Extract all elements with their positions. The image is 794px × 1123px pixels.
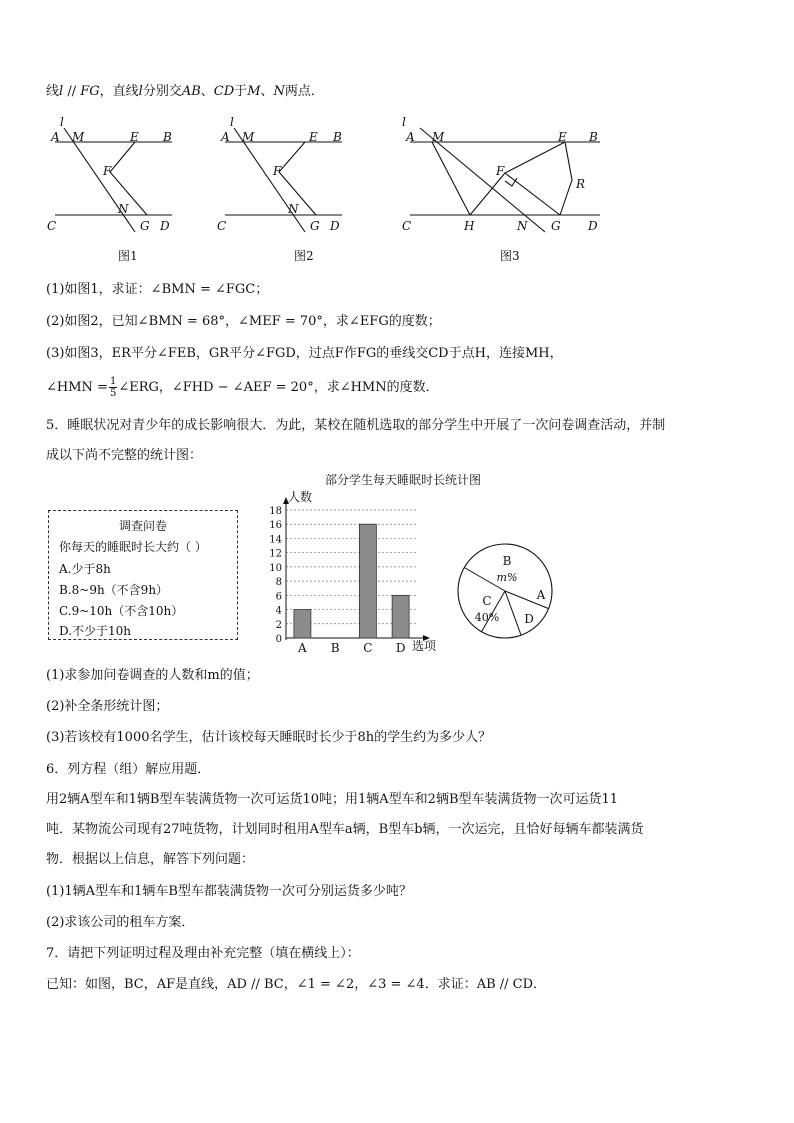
intro-text: M [247,84,261,99]
fig-label: M [432,130,445,144]
pie-slice-label: B [502,554,512,568]
y-tick-label: 12 [269,548,282,560]
intro-text: 于 [234,84,248,99]
y-tick-label: 4 [275,605,282,617]
fig-label: l [402,115,406,129]
questionnaire-option: D.不少于10h [59,624,132,638]
intro-text: // [63,84,81,99]
q6-body-1: 用2辆A型车和1辆B型车装满货物一次可运货10吨；用1辆A型车和2辆B型车装满货物一次可运货11 [46,792,619,807]
intro-text: 两点． [284,84,324,99]
pie-slice-label: A [536,588,546,602]
fig-label: F [103,164,112,178]
intro-text: 线 [46,84,60,99]
q5-part3: (3)若该校有1000名学生，估计该校每天睡眠时长少于8h的学生约为多少人？ [46,730,492,745]
x-tick-label: B [330,641,340,655]
fig-label: B [589,130,598,144]
fraction-num: 1 [109,376,117,387]
fig-label: N [118,202,129,216]
questionnaire-heading: 调查问卷 [119,519,168,533]
questionnaire-question: 你每天的睡眠时长大约（ ） [59,540,207,554]
geometry-figures [0,100,794,380]
q6-part1: (1)1辆A型车和1辆车B型车都装满货物一次可分别运货多少吨？ [46,884,412,899]
bar [294,610,311,638]
fig-label: C [217,219,227,233]
fig-label: E [309,130,318,144]
intro-text: AB [181,84,201,99]
bar-chart [262,468,482,658]
pie-chart [455,539,565,649]
intro-text: N [273,84,285,99]
q6-title: 6．列方程（组）解应用题． [46,762,211,777]
y-tick-label: 6 [275,591,282,603]
fig-label: N [517,219,528,233]
fig-label: F [273,164,282,178]
fraction-den: 5 [109,388,117,399]
fig-label: G [140,219,150,233]
fig-label: F [496,164,505,178]
intro-text: l [138,84,143,99]
q6-part2: (2)求该公司的租车方案． [46,915,195,930]
questionnaire-option: C.9~10h（不含10h） [59,604,184,618]
fig-label: l [230,115,234,129]
q5-part1: (1)求参加问卷调查的人数和m的值； [46,668,259,683]
fig-label: l [60,115,64,129]
bar [392,595,409,638]
p3b-post: ∠ERG，∠FHD − ∠AEF = 20°，求∠HMN的度数． [118,380,439,395]
fig-label: C [47,219,57,233]
x-tick-label: D [395,641,406,655]
y-axis-label: 人数 [288,490,313,504]
q4-intro [46,84,324,100]
fig-label: G [310,219,320,233]
y-tick-label: 0 [275,634,282,645]
fig-label: A [51,130,60,144]
chart-title: 部分学生每天睡眠时长统计图 [325,473,482,487]
y-tick-label: 16 [269,520,282,532]
questionnaire-option: B.8~9h（不含9h） [59,583,169,597]
y-tick-label: 8 [275,577,282,589]
fig-label: D [588,219,598,233]
intro-text: CD [213,84,235,99]
intro-text: FG [80,84,100,99]
q5-title-2: 成以下尚不完整的统计图： [46,448,203,463]
fig-label: G [551,219,561,233]
q5-part2: (2)补全条形统计图； [46,699,169,714]
q5-title-1: 5．睡眠状况对青少年的成长影响很大．为此，某校在随机选取的部分学生中开展了一次问卷调查活动，并制 [46,418,666,433]
fig-label: B [333,130,342,144]
q4-part2: (2)如图2，已知∠BMN = 68°，∠MEF = 70°，求∠EFG的度数； [46,314,441,329]
fig-label: R [576,177,586,191]
pie-slice-value: 40% [474,611,500,624]
fig-label: A [406,130,415,144]
fig-label: H [464,219,475,233]
q4-part3b [46,376,439,399]
q7-given: 已知：如图，BC，AF是直线，AD // BC，∠1 = ∠2，∠3 = ∠4．求证：AB // CD． [46,977,547,992]
fig-label: M [242,130,255,144]
y-tick-label: 2 [275,619,282,631]
pie-slice-label: C [482,594,492,608]
fig-label: E [130,130,139,144]
fig-label: D [330,219,340,233]
q4-part1: (1)如图1，求证：∠BMN = ∠FGC； [46,282,269,297]
fig-label: A [221,130,230,144]
fig-caption: 图1 [118,249,138,263]
fig-label: M [72,130,85,144]
bar [359,524,376,638]
fig-label: D [160,219,170,233]
intro-text: 、 [260,84,274,99]
intro-text: l [59,84,64,99]
pie-slice-value: m% [496,571,518,584]
x-tick-label: A [298,641,307,655]
q6-body-3: 物．根据以上信息，解答下列问题： [46,852,255,867]
fig-label: N [288,202,299,216]
intro-text: 分别交 [142,84,182,99]
q6-body-2: 吨．某物流公司现有27吨货物，计划同时租用A型车a辆，B型车b辆，一次运完，且恰好每辆车都装满货 [46,822,644,837]
pie-slice-label: D [524,612,534,626]
q4-part3a: (3)如图3，ER平分∠FEB，GR平分∠FGD，过点F作FG的垂线交CD于点H，连接MH， [46,346,563,361]
fig-label: C [402,219,412,233]
y-tick-label: 10 [269,562,282,574]
intro-text: ，直线 [99,84,139,99]
x-tick-label: C [363,641,373,655]
fig-label: E [558,130,567,144]
questionnaire-option: A.少于8h [59,562,111,576]
fraction [109,376,117,399]
questionnaire-box [48,510,238,640]
y-tick-label: 14 [269,534,282,546]
fig-caption: 图2 [294,249,314,263]
fig-label: B [163,130,172,144]
intro-text: 、 [200,84,214,99]
x-axis-label: 选项 [412,639,437,653]
y-tick-label: 18 [269,506,282,517]
q7-title: 7．请把下列证明过程及理由补充完整（填在横线上）： [46,946,360,961]
p3b-pre: ∠HMN = [46,380,108,395]
fig-caption: 图3 [500,249,520,263]
